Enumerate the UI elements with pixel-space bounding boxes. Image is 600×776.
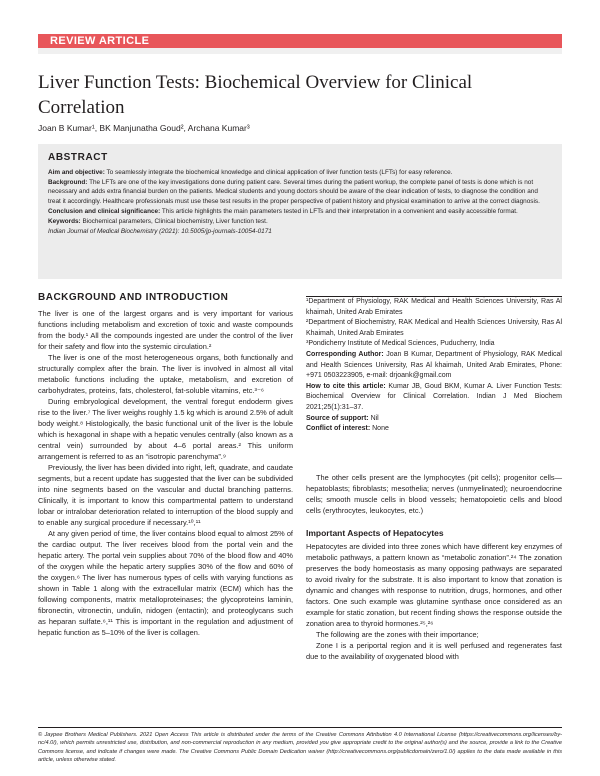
left-column	[38, 292, 293, 638]
abstract-keywords	[48, 217, 552, 226]
abstract-aim-label: Aim and objective:	[48, 169, 105, 176]
abstract-citation-text: Indian Journal of Medical Biochemistry (2021): 10.5005/jp-journals-10054-0171	[48, 228, 272, 236]
source-of-support-label: Source of support:	[306, 414, 369, 422]
abstract-citation	[48, 227, 552, 236]
conflict-of-interest	[306, 424, 562, 435]
affiliation-item: ²Department of Biochemistry, RAK Medical and Health Sciences University, Ras Al Khaimah, United Arab Emirates	[306, 319, 562, 337]
body-paragraph: During embryological development, the ventral foregut endoderm gives rise to the liver.⁷ The liver weighs roughly 1.5 kg which is around 2.5% of adult body weight.⁸ Histologically, the basic functional unit of the liver is the lobule which is hexagonal in shape with a hepatic venules centrally (also known as a central vein) surrounded by about 4–6 portal areas.² This uniform arrangement is referred to as an “isotropic parenchyma”.⁹	[38, 397, 293, 461]
license-footer: © Jaypee Brothers Medical Publishers. 2021 Open Access This article is distributed under the terms of the Creative Commons Attribution 4.0 International License (https://creativecommons.org/licenses/by-nc/4.0/), which permits unrestricted use, distribution, and non-commercial reproduction in any medium, provided you give appropriate credit to the original author(s) and the source, provide a link to the Creative Commons license, and indicate if changes were made. The Creative Commons Public Domain Dedication waiver (http://creativecommons.org/publicdomain/zero/1.0/) applies to the data made available in this article, unless otherwise stated.	[38, 732, 562, 764]
abstract-background-label: Background:	[48, 179, 88, 187]
how-to-cite	[306, 382, 562, 414]
conflict-of-interest-text: None	[370, 425, 389, 433]
body-paragraph: Hepatocytes are divided into three zones which have different key enzymes of metabolic pathways, a pattern known as “metabolic zonation”.²⁴ The zonation preserves the body homeostasis as many opposing pathways are separated to avoid rivalry for the substrate. It is also important to know that zonation is dynamic and changes with response to nutrition, drugs, hormones, and other factors. One such example was glutamine synthase once considered as an example for static zonation, but recent finding shows the response outside the zonation area to thyroid hormones.²⁵,²⁶	[306, 542, 562, 628]
body-paragraph: The liver is one of the largest organs and is very important for various functions including metabolism and excretion of toxic and waste compounds from the body.¹ All the compounds ingested are under the control of the liver for their safety and flow into the systemic circulation.²	[38, 309, 293, 351]
how-to-cite-text: Kumar JB, Goud BKM, Kumar A. Liver Function Tests: Biochemical Overview for Clinical Correlation. Indian J Med Biochem 2021;25(1):31–37.	[306, 382, 563, 411]
abstract-keywords-text: Biochemical parameters, Clinical biochemistry, Liver function test.	[80, 218, 268, 226]
affiliations-block	[306, 296, 562, 435]
abstract-background-text: The LFTs are one of the key investigations done during patient care. Several times during the patient workup, the complete panel of tests is done which is not necessary and adds extra financial burden on the patients. Medical students and young doctors should be aware of the clear indication of tests, to diagnose the condition and treat it accordingly. Healthcare professionals must use these test results in the proper perspective of patient history and physical examination to arrive at the correct diagnosis.	[48, 179, 540, 205]
abstract-aim-text: To seamlessly integrate the biochemical knowledge and clinical application of liver function tests (LFTs) for easy reference.	[104, 169, 453, 176]
body-paragraph: Previously, the liver has been divided into right, left, quadrate, and caudate segments, but a recent update has suggested that the liver can be subdivided into nine segments based on the vascular and ductal branching patterns. Clinically, it is important to know this compartmental pattern to understand lobar or intralobar deterioration related to interruption of the blood supply and to enable any surgical procedure if necessary.¹⁰,¹¹	[38, 463, 293, 527]
body-paragraph: At any given period of time, the liver contains blood equal to almost 25% of the cardiac output. The liver receives blood from the portal vein and the hepatic artery. The portal vein supplies about 70% of the blood flow and 40% of the oxygen while the hepatic artery supplies 30% of the flow and 60% of the oxygen.⁶ The liver has numerous types of cells with varying functions as shown in Table 1 along with the extracellular matrix (ECM) which has the following components, matrix metalloproteinases; the glycoproteins laminin, fibronectin, vitronectin, undulin, nidogen (entactin); and proteoglycans such as heparan sulfate.⁶,¹¹ This is important in the regulation and adjustment of hepatic function as 5–10% of the liver is collagen.	[38, 529, 293, 637]
article-type-banner	[38, 34, 562, 54]
affiliation-item: ³Pondicherry Institute of Medical Sciences, Puducherry, India	[306, 340, 495, 348]
body-paragraph: The other cells present are the lymphocytes (pit cells); progenitor cells—hepatoblasts; fibroblasts; mesothelia; nerves (unmyelinated); neuroendocrine cells; smooth muscle cells in blood vessels; hematopoietic cells and blood cells (erythrocytes, leukocytes, etc.)	[306, 473, 562, 515]
right-column-body	[306, 472, 562, 662]
corresponding-author-text: Joan B Kumar, Department of Physiology, RAK Medical and Health Sciences University, Ras Al khaimah, United Arab Emirates, Phone: +971 0503223905, e-mail: drjoank@gmail.com	[306, 350, 562, 380]
hepatocytes-subheading: Important Aspects of Hepatocytes	[306, 528, 444, 538]
conflict-of-interest-label: Conflict of interest:	[306, 425, 371, 433]
body-paragraph: The liver is one of the most heterogeneous organs, both functionally and structurally complex after the brain. The liver is involved in almost all vital metabolic functions including the uptake, metabolism, and excretion of carbohydrates, proteins, fats, cholesterol, fat-soluble vitamins, etc.³⁻⁶	[38, 353, 293, 395]
abstract-keywords-label: Keywords:	[48, 218, 81, 226]
body-paragraph: Zone I is a periportal region and it is well perfused and regenerates fast due to the availability of oxygenated blood with	[306, 641, 562, 661]
how-to-cite-label: How to cite this article:	[306, 382, 386, 390]
source-of-support-text: Nil	[368, 414, 379, 422]
corresponding-author	[306, 350, 562, 382]
article-type-label: REVIEW ARTICLE	[50, 35, 150, 47]
abstract-section	[38, 144, 562, 279]
abstract-conclusion-text: This article highlights the main parameters tested in LFTs and their interpretation in a convenient and easily accessible format.	[160, 207, 518, 215]
background-heading: BACKGROUND AND INTRODUCTION	[38, 292, 229, 303]
abstract-conclusion	[48, 207, 552, 216]
body-paragraph: The following are the zones with their importance;	[316, 630, 479, 639]
corresponding-author-label: Corresponding Author:	[306, 350, 384, 358]
abstract-aim	[48, 168, 552, 177]
article-title: Liver Function Tests: Biochemical Overview for Clinical Correlation	[38, 72, 473, 118]
affiliation-item: ¹Department of Physiology, RAK Medical and Health Sciences University, Ras Al khaimah, United Arab Emirates	[306, 298, 562, 316]
author-list: Joan B Kumar¹, BK Manjunatha Goud², Archana Kumar³	[38, 123, 250, 133]
abstract-background	[48, 178, 552, 206]
source-of-support	[306, 414, 562, 425]
abstract-heading: ABSTRACT	[48, 152, 108, 163]
abstract-conclusion-label: Conclusion and clinical significance:	[48, 207, 161, 215]
footer-divider	[38, 727, 562, 728]
